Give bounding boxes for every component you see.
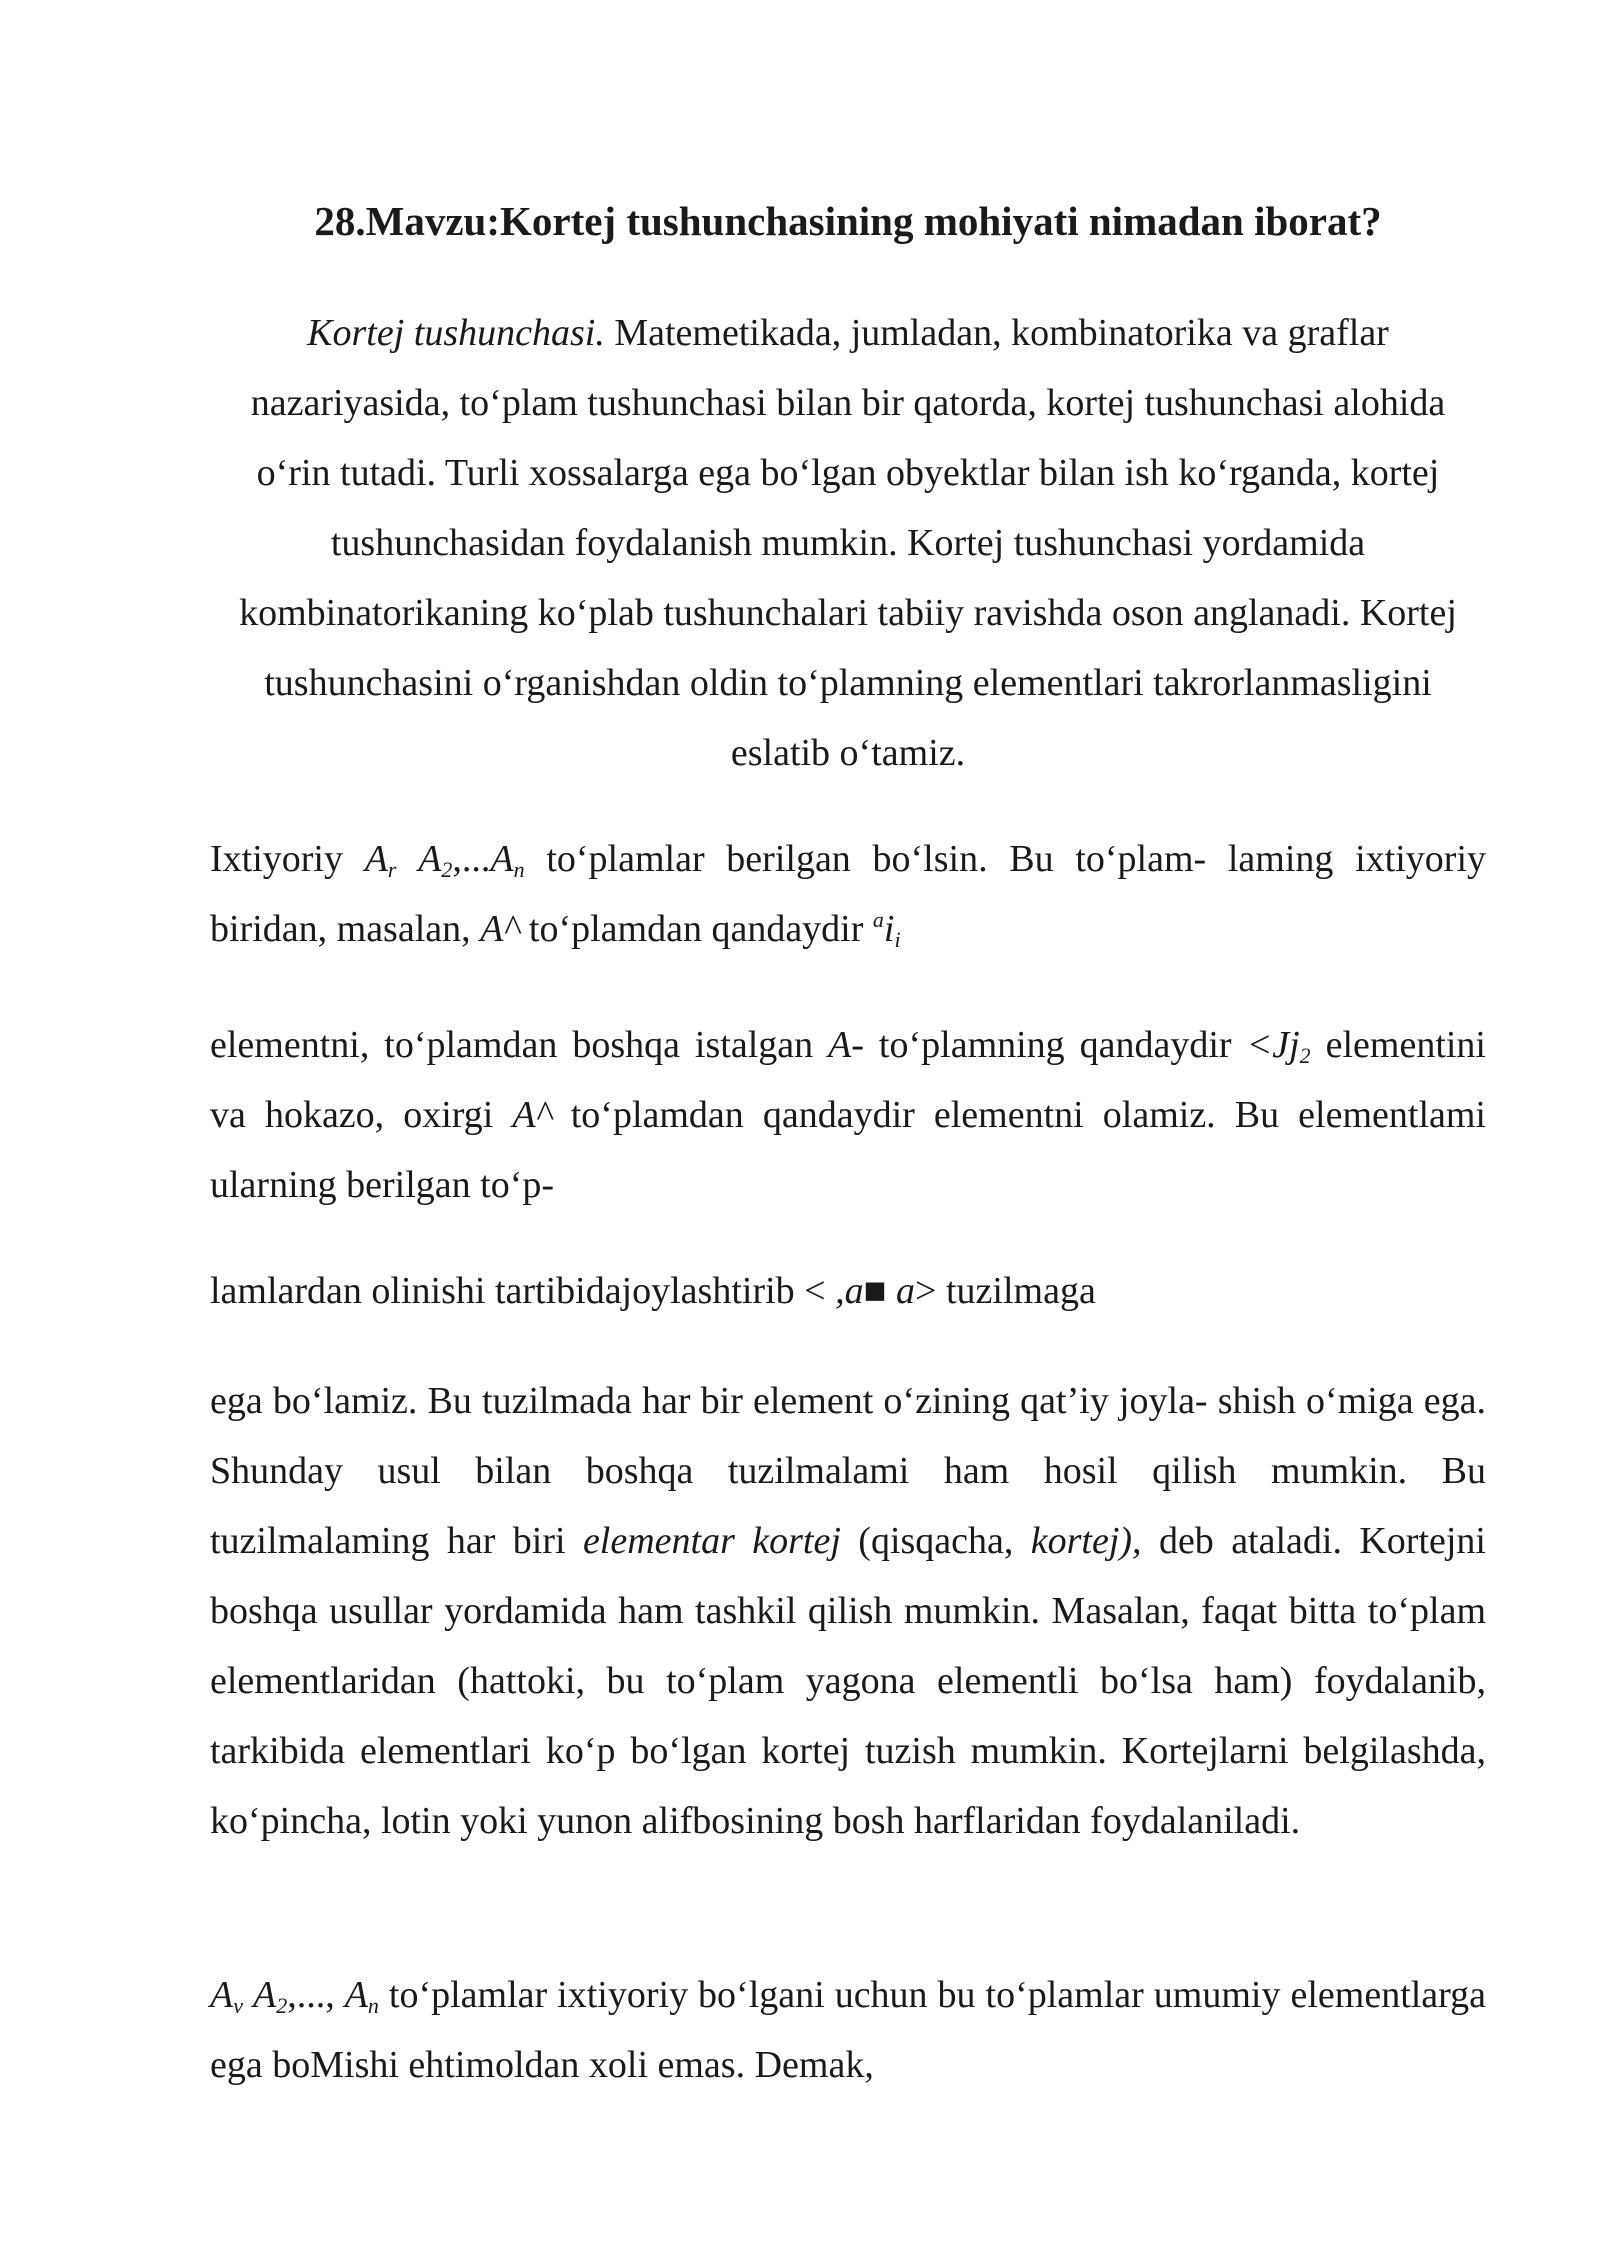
p2-text-1: elementni, to‘plamdan boshqa istalgan — [210, 1024, 829, 1066]
square-glyph: ■ — [863, 1270, 887, 1312]
p1-text-1: Ixtiyoriy — [210, 838, 365, 880]
intro-text: Matemetikada, jumladan, kombinatorika va graflar nazariyasida, to‘plam tushunchasi bilan bir qatorda, kortej tushunchasi alohida o‘rin tutadi. Turli xossalarga ega bo‘lgan obyektlar bilan ish ko‘rganda, kortej tushunchasidan foydalanish mumkin. Kortej tushunchasi yordamida kombinatorikaning ko‘plab tushunchalari tabiiy ravishda oson anglanadi. Kortej tushunchasini o‘rganishdan oldin to‘plamning elementlari takrorlanmasligini eslatib o‘tamiz. — [239, 312, 1457, 774]
math-sub-v: v — [233, 1993, 243, 2018]
math-a1: A — [364, 838, 388, 880]
math-sup-a: a — [872, 907, 884, 932]
p4-text-1: ega bo‘lamiz. Bu tuzilmada har bir element o‘zining qat’iy joyla- shish o‘miga ega. Shunday usul bilan boshqa tuzilmalami ham hosil qilish mumkin. Bu tuzilmalaming har biri — [210, 1380, 1486, 1562]
math-dots: ,..., — [287, 1974, 335, 2016]
math-jj: <Jj — [1246, 1024, 1300, 1066]
math-sub-r: r — [387, 857, 397, 882]
math-dots: ,... — [452, 838, 491, 880]
math-a2: A — [252, 1974, 277, 2016]
term-kortej: kortej), — [1030, 1520, 1142, 1562]
math-sub-n: n — [367, 1993, 379, 2018]
p5-text-1: to‘plamlar ixtiyoriy bo‘lgani uchun bu to‘plamlar umumiy elementlarga ega boMishi ehtimoldan xoli emas. Demak, — [210, 1974, 1487, 2086]
math-sub-2: 2 — [441, 857, 453, 882]
p1-text-2: to‘plamlar berilgan bo‘lsin. Bu to‘plam- laming ixtiyoriy biridan, masalan, — [210, 838, 1487, 950]
intro-paragraph — [210, 298, 1486, 788]
math-an: A — [344, 1974, 368, 2016]
paragraph-3 — [210, 1256, 1486, 1326]
p3-text-1: lamlardan olinishi tartibidajoylashtirib < — [210, 1270, 836, 1312]
paragraph-2 — [210, 1010, 1486, 1220]
math-i: i — [883, 908, 895, 950]
intro-term: Kortej tushunchasi. — [307, 312, 605, 354]
p2-text-3: elementini va hokazo, oxirgi — [210, 1024, 1486, 1136]
math-a-hat: A^ — [512, 1094, 552, 1136]
term-elementar-kortej: elementar kortej — [582, 1520, 841, 1562]
p2-text-4: to‘plamdan qandaydir elementni olamiz. Bu elementlami ularning berilgan to‘p- — [210, 1094, 1486, 1206]
math-sub-2: 2 — [276, 1993, 288, 2018]
p3-text-2: > tuzilmaga — [915, 1270, 1096, 1312]
p4-text-2: (qisqacha, — [840, 1520, 1031, 1562]
math-sub-n: n — [513, 857, 525, 882]
paragraph-1 — [210, 824, 1486, 964]
math-a-hat: A^ — [480, 908, 520, 950]
math-sub-i: i — [894, 927, 901, 952]
math-a: ,a — [835, 1270, 864, 1312]
math-a-minus: A- — [828, 1024, 864, 1066]
paragraph-4 — [210, 1366, 1486, 1856]
p1-text-3: to‘plamdan qandaydir — [519, 908, 873, 950]
math-a: a — [886, 1270, 916, 1312]
math-a2: A — [418, 838, 442, 880]
document-page — [210, 0, 1486, 2262]
page-title: 28.Mavzu:Kortej tushunchasining mohiyati nimadan iborat? — [314, 198, 1382, 244]
math-an: A — [490, 838, 514, 880]
math-a1: A — [210, 1974, 234, 2016]
p2-text-2: to‘plamning qandaydir — [863, 1024, 1247, 1066]
paragraph-5 — [210, 1960, 1486, 2100]
math-sub-2: 2 — [1299, 1043, 1311, 1068]
p4-text-3: deb ataladi. Kortejni boshqa usullar yordamida ham tashkil qilish mumkin. Masalan, faqat bitta to‘plam elementlaridan (hattoki, bu to‘plam yagona elementli bo‘lsa ham) foydalanib, tarkibida elementlari ko‘p bo‘lgan kortej tuzish mumkin. Kortejlarni belgilashda, ko‘pincha, lotin yoki yunon alifbosining bosh harflaridan foydalaniladi. — [210, 1520, 1486, 1842]
